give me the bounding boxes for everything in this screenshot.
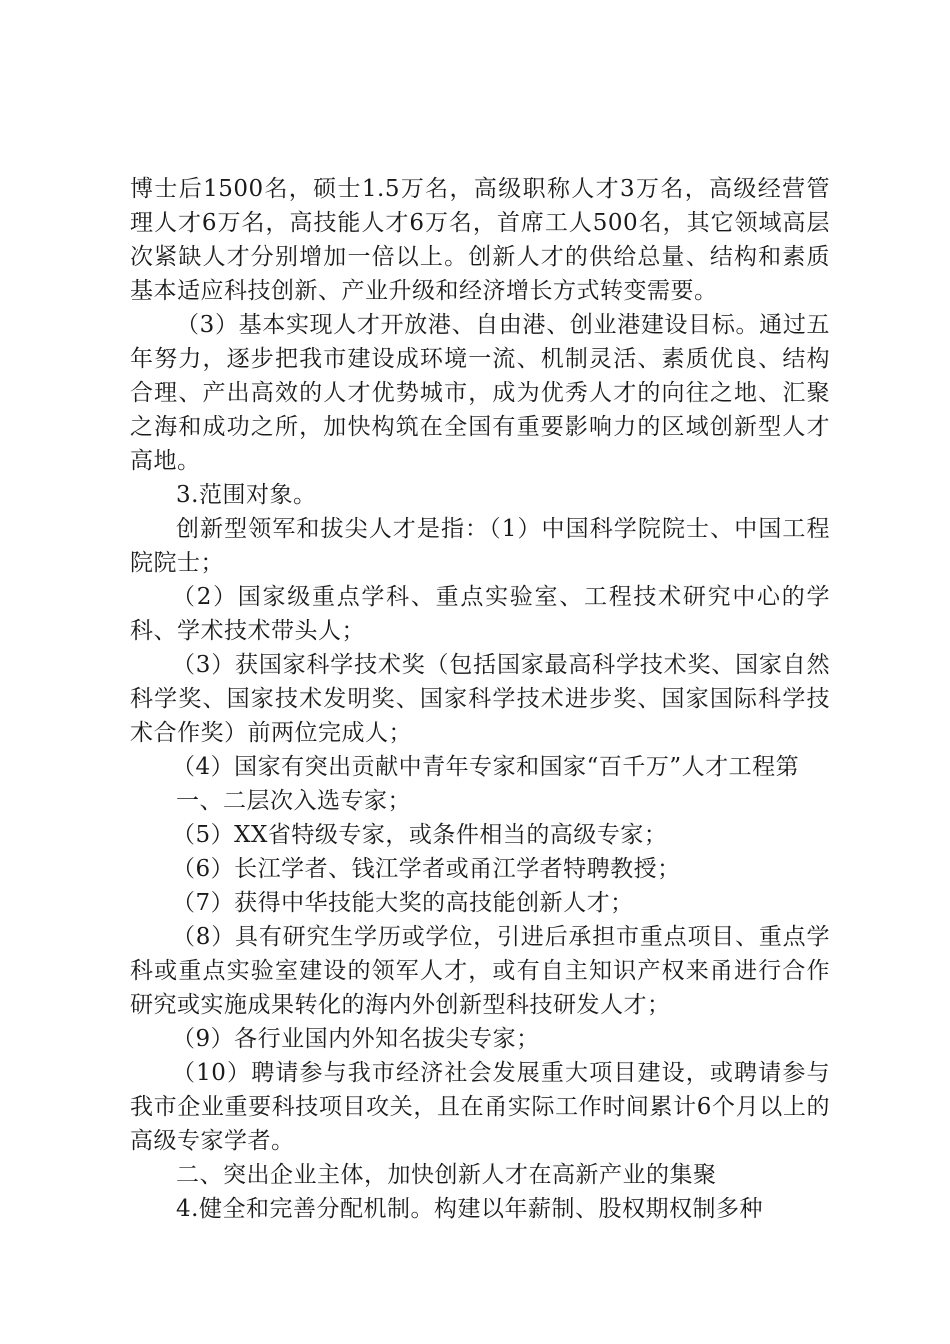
list-item-10: （10）聘请参与我市经济社会发展重大项目建设，或聘请参与我市企业重要科技项目攻关，且在甬实际工作时间累计6个月以上的高级专家学者。 <box>130 1060 830 1154</box>
list-item-8: （8）具有研究生学历或学位，引进后承担市重点项目、重点学科或重点实验室建设的领军人才，或有自主知识产权来甬进行合作研究或实施成果转化的海内外创新型科技研发人才； <box>130 924 830 1018</box>
list-item-6: （6）长江学者、钱江学者或甬江学者特聘教授； <box>172 856 681 882</box>
paragraph-scope-intro: 创新型领军和拔尖人才是指：（1）中国科学院院士、中国工程院院士； <box>130 516 830 576</box>
document-body <box>130 172 830 1226</box>
paragraph-goal-3: （3）基本实现人才开放港、自由港、创业港建设目标。通过五年努力，逐步把我市建设成环境一流、机制灵活、素质优良、结构合理、产出高效的人才优势城市，成为优秀人才的向往之地、汇聚之海和成功之所，加快构筑在全国有重要影响力的区域创新型人才高地。 <box>130 312 830 474</box>
list-item-5: （5）XX省特级专家，或条件相当的高级专家； <box>172 822 668 848</box>
section-heading-scope: 3.范围对象。 <box>176 482 317 508</box>
list-item-3: （3）获国家科学技术奖（包括国家最高科学技术奖、国家自然科学奖、国家技术发明奖、国家科学技术进步奖、国家国际科学技术合作奖）前两位完成人； <box>130 652 830 746</box>
list-item-4-continued: 一、二层次入选专家； <box>176 788 411 814</box>
section-heading-enterprise: 二、突出企业主体，加快创新人才在高新产业的集聚 <box>176 1162 717 1188</box>
paragraph-distribution-mechanism: 4.健全和完善分配机制。构建以年薪制、股权期权制多种 <box>176 1196 763 1222</box>
list-item-2: （2）国家级重点学科、重点实验室、工程技术研究中心的学科、学术技术带头人； <box>130 584 830 644</box>
list-item-9: （9）各行业国内外知名拔尖专家； <box>172 1026 540 1052</box>
list-item-7: （7）获得中华技能大奖的高技能创新人才； <box>172 890 634 916</box>
list-item-4: （4）国家有突出贡献中青年专家和国家“百千万”人才工程第 <box>172 754 800 780</box>
paragraph-talent-targets: 博士后1500名，硕士1.5万名，高级职称人才3万名，高级经营管理人才6万名，高技能人才6万名，首席工人500名，其它领域高层次紧缺人才分别增加一倍以上。创新人才的供给总量、结构和素质基本适应科技创新、产业升级和经济增长方式转变需要。 <box>130 176 830 304</box>
